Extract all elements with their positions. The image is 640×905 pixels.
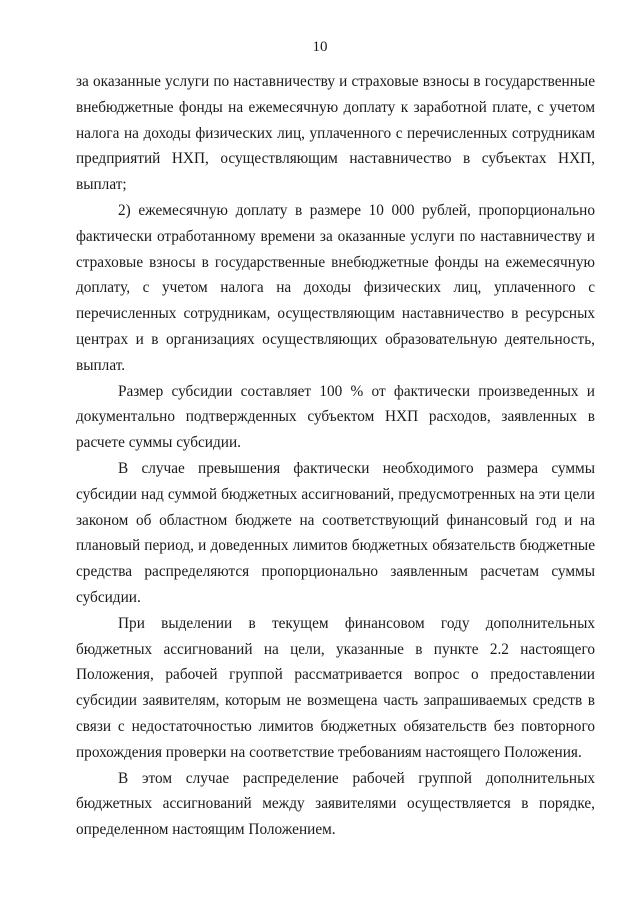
paragraph-item-2: 2) ежемесячную доплату в размере 10 000 рублей, пропорционально фактически отработанному времени за оказанные услуги по наставничеству и страховые взносы в государственные внебюджетные фонды на ежемесячную доплату, с учетом налога на доходы физических лиц, уплаченного с перечисленных сотрудникам, осуществляющим наставничество в ресурсных центрах и в организациях осуществляющих образовательную деятельность, выплат. [76, 201, 595, 374]
paragraph-subsidy-amount: Размер субсидии составляет 100 % от фактически произведенных и документально подтвержденных субъектом НХП расходов, заявленных в расчете суммы субсидии. [76, 382, 595, 452]
document-body [76, 69, 595, 843]
paragraph-distribution: В этом случае распределение рабочей группой дополнительных бюджетных ассигнований между заявителями осуществляется в порядке, определенном настоящим Положением. [76, 769, 595, 839]
paragraph-additional-allocations: При выделении в текущем финансовом году дополнительных бюджетных ассигнований на цели, указанные в пункте 2.2 настоящего Положения, рабочей группой рассматривается вопрос о предоставлении субсидии заявителям, которым не возмещена часть запрашиваемых средств в связи с недостаточностью лимитов бюджетных обязательств без повторного прохождения проверки на соответствие требованиям настоящего Положения. [76, 614, 595, 761]
page-number: 10 [312, 39, 328, 55]
paragraph-excess-case: В случае превышения фактически необходимого размера суммы субсидии над суммой бюджетных ассигнований, предусмотренных на эти цели законом об областном бюджете на соответствующий финансовый год и на плановый период, и доведенных лимитов бюджетных обязательств бюджетные средства распределяются пропорционально заявленным расчетам суммы субсидии. [76, 459, 595, 606]
paragraph-continuation: за оказанные услуги по наставничеству и страховые взносы в государственные внебюджетные фонды на ежемесячную доплату к заработной плате, с учетом налога на доходы физических лиц, уплаченного с перечисленных сотрудникам предприятий НХП, осуществляющим наставничество в субъектах НХП, выплат; [76, 73, 595, 194]
